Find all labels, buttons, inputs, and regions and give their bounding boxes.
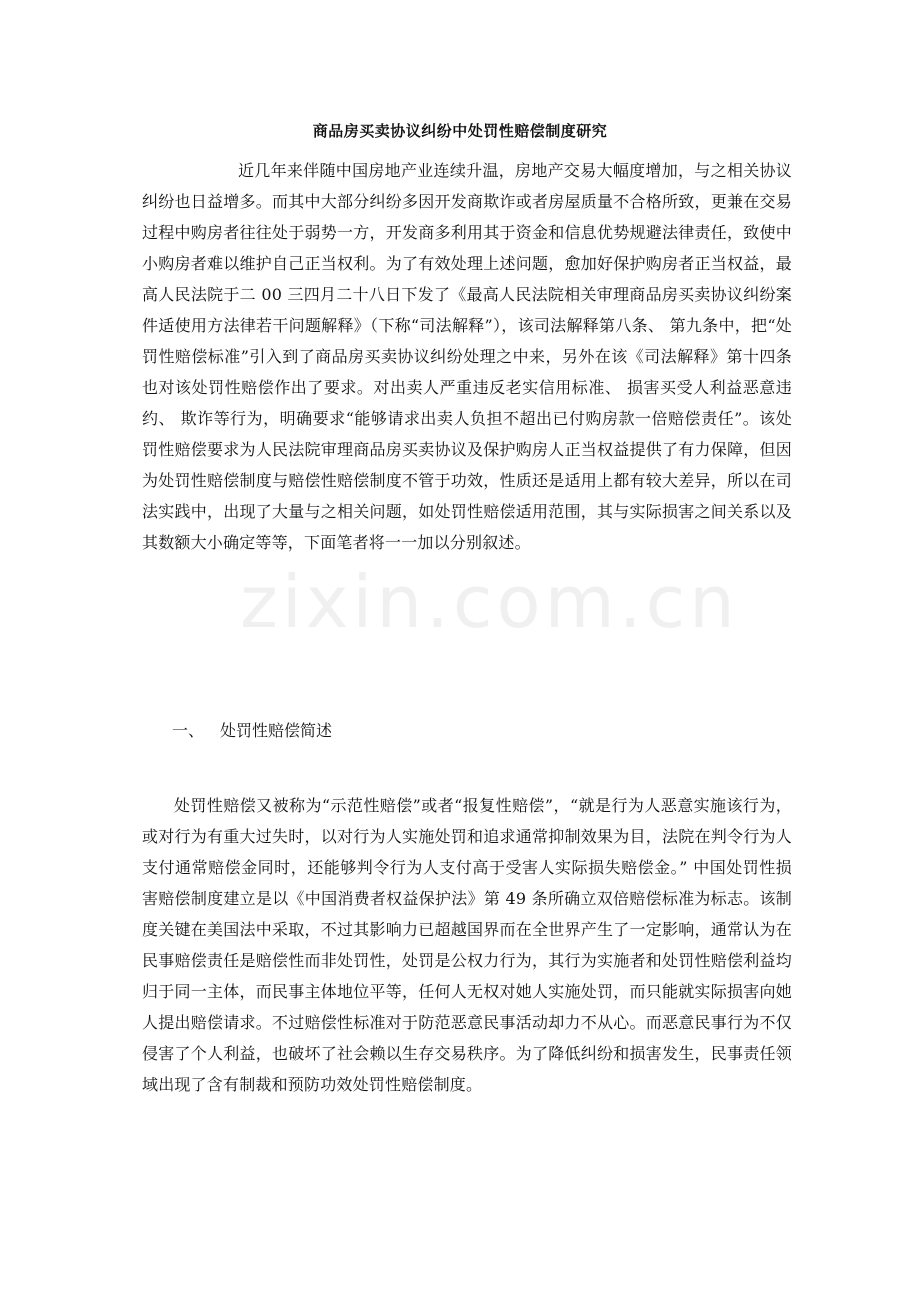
section-paragraph: 处罚性赔偿又被称为“示范性赔偿”或者“报复性赔偿”，“就是行为人恶意实施该行为，或对行为有重大过失时，以对行为人实施处罚和追求通常抑制效果为目，法院在判令行为人支付通常赔偿金同时，还能够判令行为人支付高于受害人实际损失赔偿金。” 中国处罚性损害赔偿制度建立是以《中国消费者权益保护法》第 49 条所确立双倍赔偿标准为标志。该制度关键在美国法中采取，不过其影响力已超越国界而在全世界产生了一定影响，通常认为在民事赔偿责任是赔偿性而非处罚性，处罚是公权力行为，其行为实施者和处罚性赔偿利益均归于同一主体，而民事主体地位平等，任何人无权对她人实施处罚，而只能就实际损害向她人提出赔偿请求。不过赔偿性标准对于防范恶意民事活动却力不从心。而恶意民事行为不仅侵害了个人利益，也破坏了社会赖以生存交易秩序。为了降低纠纷和损害发生，民事责任领域出现了含有制裁和预防功效处罚性赔偿制度。: [142, 796, 792, 1094]
section-heading: [172, 719, 332, 743]
watermark-logo: zixin.com.cn: [240, 560, 739, 644]
intro-paragraph: 近几年来伴随中国房地产业连续升温，房地产交易大幅度增加，与之相关协议纠纷也日益增多。而其中大部分纠纷多因开发商欺诈或者房屋质量不合格所致，更兼在交易过程中购房者往往处于弱势一方，开发商多利用其于资金和信息优势规避法律责任，致使中小购房者难以维护自己正当权利。为了有效处理上述问题，愈加好保护购房者正当权益，最高人民法院于二 00 三四月二十八日下发了《最高人民法院相关审理商品房买卖协议纠纷案件适使用方法律若干问题解释》（下称“司法解释”），该司法解释第八条、 第九条中，把“处罚性赔偿标准”引入到了商品房买卖协议纠纷处理之中来，另外在该《司法解释》第十四条也对该处罚性赔偿作出了要求。对出卖人严重违反老实信用标准、 损害买受人利益恶意违约、 欺诈等行为，明确要求“能够请求出卖人负担不超出已付购房款一倍赔偿责任”。该处罚性赔偿要求为人民法院审理商品房买卖协议及保护购房人正当权益提供了有力保障，但因为处罚性赔偿制度与赔偿性赔偿制度不管于功效，性质还是适用上都有较大差异，所以在司法实践中，出现了大量与之相关问题，如处罚性赔偿适用范围，其与实际损害之间关系以及其数额大小确定等等，下面笔者将一一加以分别叙述。: [142, 161, 792, 552]
section-number: 一、: [172, 721, 205, 740]
document-title: 商品房买卖协议纠纷中处罚性赔偿制度研究: [312, 122, 608, 140]
section-title: 处罚性赔偿简述: [220, 721, 333, 740]
